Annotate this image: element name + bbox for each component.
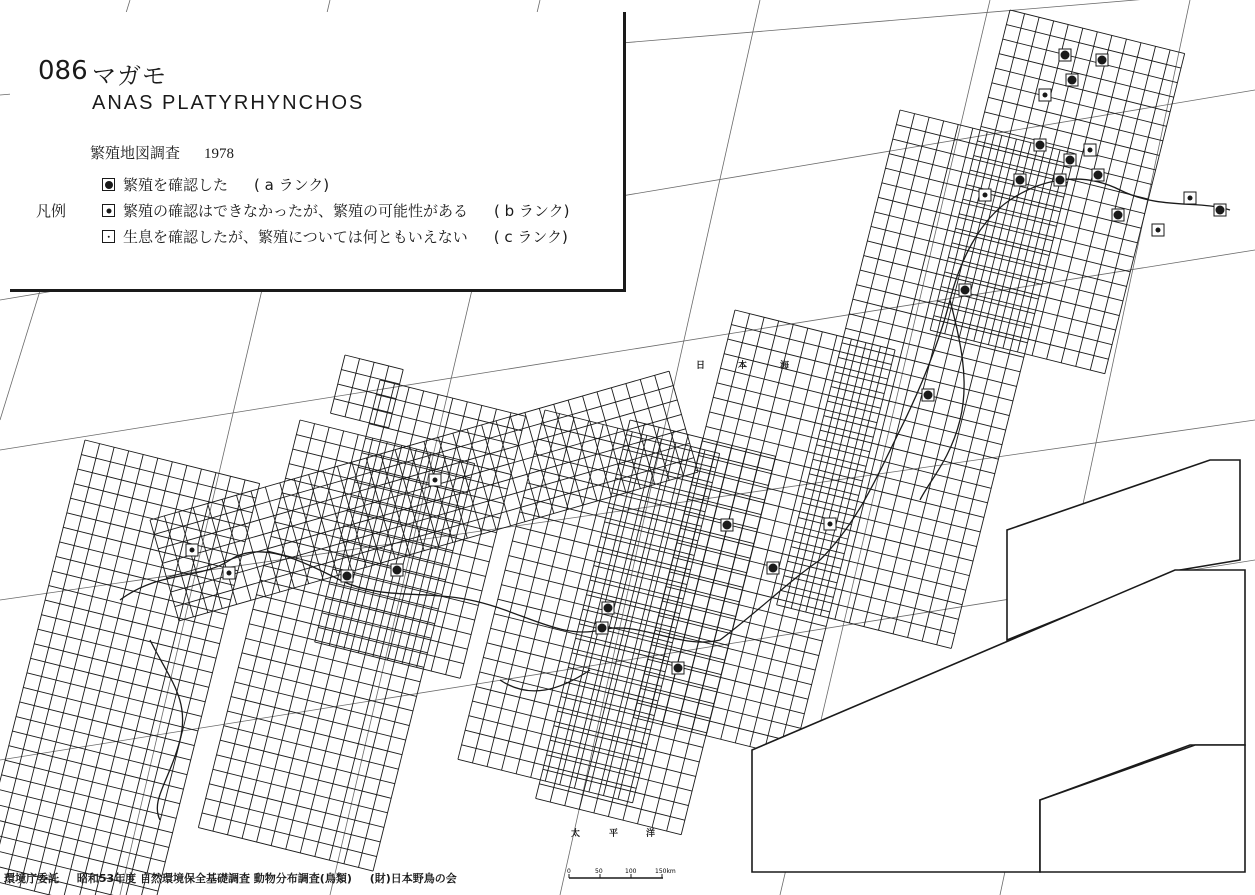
- grid-line: [713, 397, 873, 437]
- grid-line: [315, 642, 461, 678]
- grid-line: [731, 325, 891, 365]
- record-marker-icon: [1098, 56, 1107, 65]
- record-marker-icon: [604, 604, 613, 613]
- grid-line: [380, 380, 526, 416]
- grid-line: [330, 413, 388, 428]
- footer: [4, 870, 471, 886]
- legend-panel: [10, 12, 626, 292]
- species-code: 086: [38, 56, 88, 86]
- grid-line: [318, 627, 464, 663]
- legend-rank: ( b ランク): [494, 202, 570, 220]
- grid-line: [338, 384, 396, 399]
- record-marker-icon: [674, 664, 683, 673]
- rank-b-symbol-icon: [102, 204, 115, 217]
- grid-line: [547, 755, 693, 791]
- rank-c-symbol-icon: [102, 230, 115, 243]
- species-name: マガモ: [92, 62, 167, 90]
- grid-line: [554, 726, 700, 762]
- record-marker-icon: [961, 286, 970, 295]
- record-marker-icon: [983, 193, 988, 198]
- survey-line: [90, 142, 234, 163]
- grid-line: [334, 399, 392, 414]
- legend-row-c: [102, 226, 568, 247]
- grid-line: [467, 429, 496, 530]
- legend-title: 凡例: [36, 202, 67, 220]
- grid-line: [237, 495, 266, 596]
- grid-line: [724, 354, 884, 394]
- grid-line: [539, 784, 685, 820]
- record-marker-icon: [1156, 228, 1161, 233]
- grid-line: [410, 446, 439, 547]
- record-marker-icon: [1216, 206, 1225, 215]
- grid-line: [543, 769, 689, 805]
- scale-label: 100: [625, 868, 637, 875]
- legend-row-a: [102, 174, 329, 195]
- sea-label: 日: [696, 361, 706, 371]
- record-marker-icon: [393, 566, 402, 575]
- grid-line: [352, 462, 381, 563]
- grid-line: [63, 462, 172, 895]
- record-marker-icon: [1016, 176, 1025, 185]
- grid-line: [336, 555, 482, 591]
- grid-block: [150, 371, 698, 621]
- grid-line: [347, 511, 493, 547]
- survey-label: 繁殖地図調査: [90, 144, 181, 162]
- grid-line: [344, 526, 490, 562]
- legend-rank: ( a ランク): [254, 176, 330, 194]
- record-marker-icon: [1061, 51, 1070, 60]
- grid-block: [0, 440, 260, 895]
- grid-line: [373, 409, 519, 445]
- record-marker-icon: [1114, 211, 1123, 220]
- grid-line: [0, 440, 85, 877]
- legend-rank: ( c ランク): [493, 228, 568, 246]
- grid-block: [198, 420, 474, 871]
- grid-line: [554, 404, 583, 505]
- grid-line: [345, 355, 403, 370]
- record-marker-icon: [1043, 93, 1048, 98]
- grid-line: [323, 470, 352, 571]
- grid-block: [930, 10, 1184, 374]
- grid-line: [583, 396, 612, 497]
- record-marker-icon: [1088, 148, 1093, 153]
- record-marker-icon: [723, 521, 732, 530]
- grid-line: [341, 370, 399, 385]
- grid-line: [365, 438, 511, 474]
- grid-line: [376, 395, 522, 431]
- scale-bar: [565, 866, 685, 886]
- grid-line: [611, 388, 640, 489]
- scale-label: 0: [567, 868, 571, 875]
- grid-line: [536, 420, 630, 798]
- coastline-path: [150, 640, 183, 820]
- grid-line: [720, 368, 880, 408]
- grid-line: [150, 371, 669, 520]
- legend-text: 繁殖の確認はできなかったが、繁殖の可能性がある: [123, 202, 469, 220]
- record-marker-icon: [1068, 76, 1077, 85]
- record-marker-icon: [1036, 141, 1045, 150]
- sea-label: 海: [780, 361, 790, 371]
- record-marker-icon: [924, 391, 933, 400]
- record-marker-icon: [1094, 171, 1103, 180]
- record-marker-icon: [828, 522, 833, 527]
- footer-commission: 環境庁委託: [4, 872, 59, 885]
- survey-year: 1978: [204, 146, 235, 162]
- sea-label: 本: [738, 361, 748, 371]
- record-marker-icon: [227, 571, 232, 576]
- footer-project: 昭和53年度 自然環境保全基礎調査 動物分布調査(鳥類): [76, 872, 352, 885]
- grid-line: [597, 392, 626, 493]
- legend-text: 生息を確認したが、繁殖については何ともいえない: [123, 228, 468, 246]
- scale-label: 150km: [655, 868, 676, 875]
- grid-line: [728, 339, 888, 379]
- grid-line: [717, 383, 877, 423]
- sea-label: 平: [609, 829, 619, 839]
- record-marker-icon: [769, 564, 778, 573]
- sea-label: 洋: [646, 829, 656, 839]
- grid-line: [510, 417, 539, 518]
- record-marker-icon: [343, 572, 352, 581]
- legend-text: 繁殖を確認した: [123, 176, 229, 194]
- record-marker-icon: [1066, 156, 1075, 165]
- scale-label: 50: [595, 868, 603, 875]
- grid-line: [333, 569, 479, 605]
- record-marker-icon: [1056, 176, 1065, 185]
- record-marker-icon: [1188, 196, 1193, 201]
- legend-row-b: [102, 200, 569, 221]
- grid-line: [525, 413, 554, 514]
- grid-line: [735, 310, 895, 350]
- record-marker-icon: [190, 548, 195, 553]
- grid-line: [381, 454, 410, 555]
- scientific-name: ANAS PLATYRHYNCHOS: [92, 92, 365, 114]
- rank-a-symbol-icon: [102, 178, 115, 191]
- grid-line: [351, 496, 497, 532]
- footer-org: (財)日本野鳥の会: [369, 872, 457, 885]
- grid-line: [340, 540, 486, 576]
- grid-line: [550, 740, 696, 776]
- record-marker-icon: [433, 478, 438, 483]
- grid-line: [669, 371, 698, 472]
- grid-line: [251, 491, 280, 592]
- record-marker-icon: [598, 624, 607, 633]
- sea-label: 太: [571, 829, 581, 839]
- grid-line: [369, 424, 515, 460]
